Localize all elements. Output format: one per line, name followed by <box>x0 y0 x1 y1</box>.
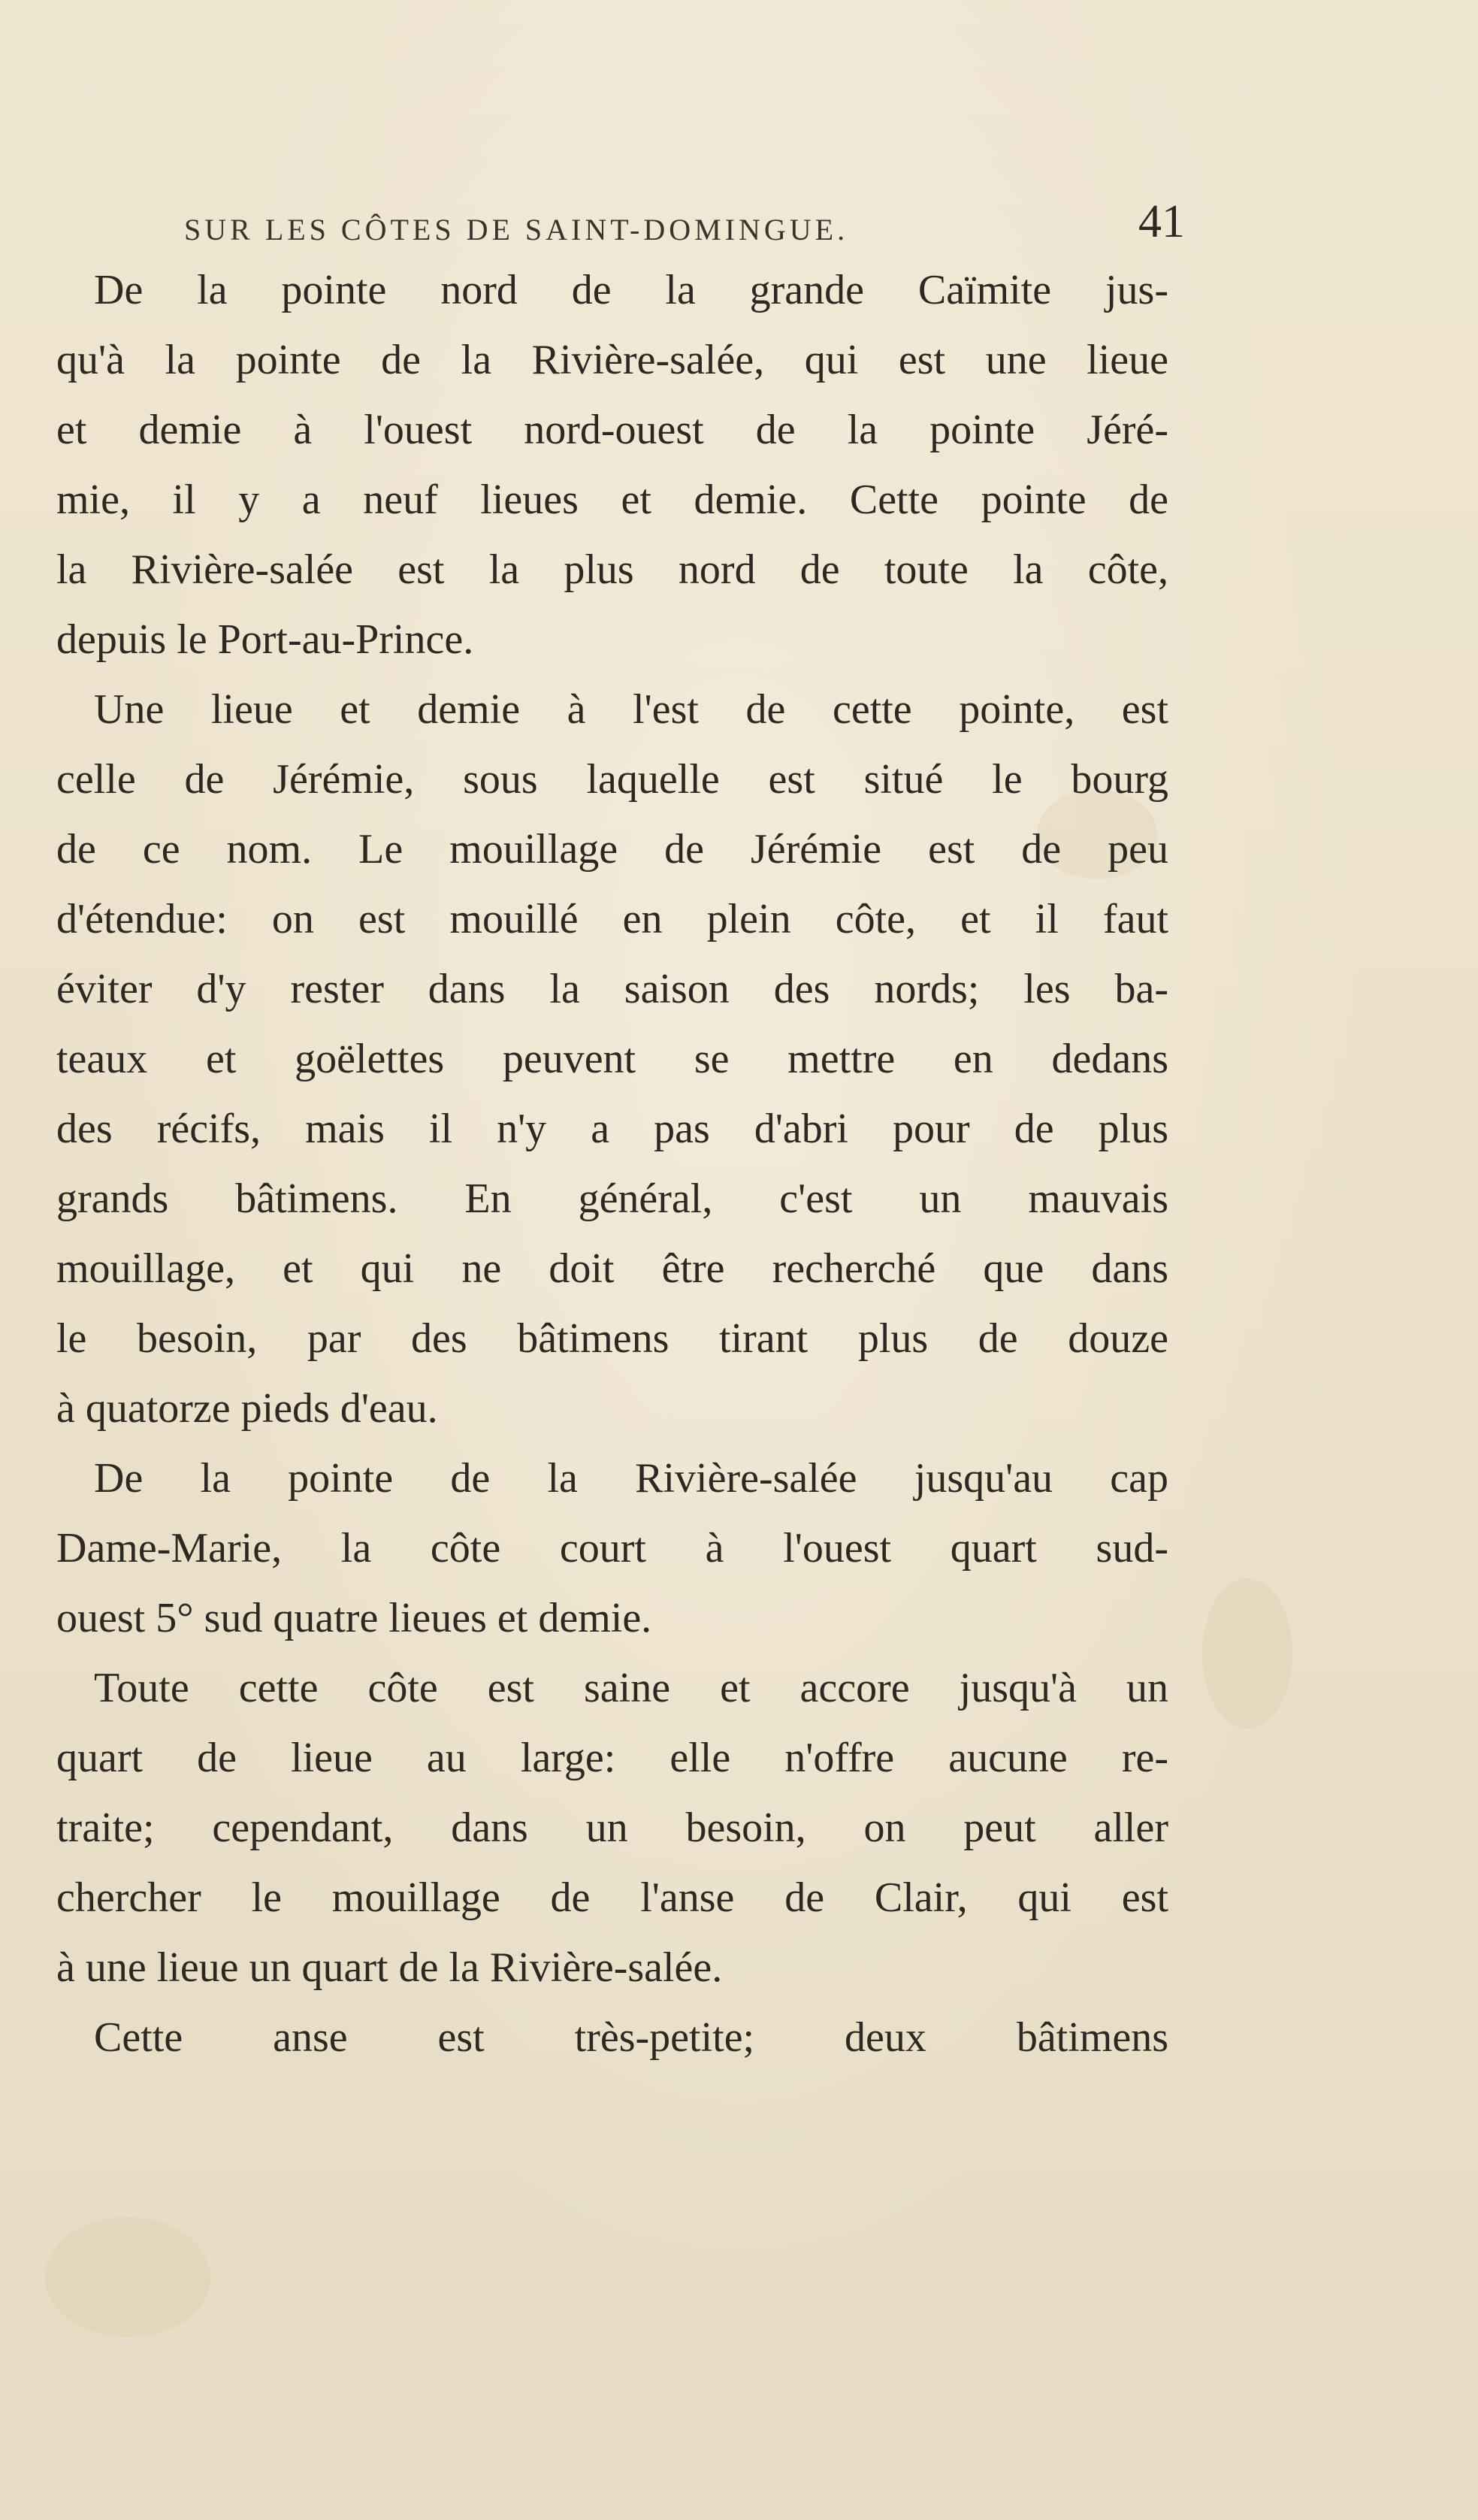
text-line: à une lieue un quart de la Rivière-salée. <box>56 1944 723 1991</box>
text-line: la Rivière-salée est la plus nord de toute la côte, <box>56 546 1168 593</box>
text-line: De la pointe nord de la grande Caïmite jus- <box>94 267 1168 313</box>
text-line: chercher le mouillage de l'anse de Clair, qui est <box>56 1874 1168 1921</box>
paper-stain <box>45 2217 210 2337</box>
text-line: quart de lieue au large: elle n'offre aucune re- <box>56 1735 1168 1781</box>
text-line: mouillage, et qui ne doit être recherché que dans <box>56 1245 1168 1292</box>
text-line: traite; cependant, dans un besoin, on peut aller <box>56 1805 1168 1851</box>
text-line: Cette anse est très-petite; deux bâtimens <box>94 2014 1168 2061</box>
text-line: teaux et goëlettes peuvent se mettre en dedans <box>56 1036 1168 1082</box>
text-line: depuis le Port-au-Prince. <box>56 616 474 663</box>
text-line: Dame-Marie, la côte court à l'ouest quart sud- <box>56 1525 1168 1572</box>
text-line: Toute cette côte est saine et accore jusqu'à un <box>94 1665 1168 1711</box>
page-text <box>56 188 1185 2073</box>
text-line: Une lieue et demie à l'est de cette pointe, est <box>94 686 1168 733</box>
paper-stain <box>1202 1578 1292 1729</box>
text-line: celle de Jérémie, sous laquelle est situé le bourg <box>56 756 1168 803</box>
page-number: 41 <box>1138 196 1185 247</box>
text-line: ouest 5° sud quatre lieues et demie. <box>56 1595 652 1641</box>
running-head <box>56 188 1185 256</box>
text-line: et demie à l'ouest nord-ouest de la pointe Jéré- <box>56 407 1168 453</box>
text-line: grands bâtimens. En général, c'est un mauvais <box>56 1175 1168 1222</box>
text-line: qu'à la pointe de la Rivière-salée, qui est une lieue <box>56 337 1168 383</box>
running-title: SUR LES CÔTES DE SAINT-DOMINGUE. <box>184 213 849 247</box>
text-line: le besoin, par des bâtimens tirant plus de douze <box>56 1315 1168 1362</box>
text-line: mie, il y a neuf lieues et demie. Cette pointe de <box>56 476 1168 523</box>
text-line: de ce nom. Le mouillage de Jérémie est de peu <box>56 826 1168 873</box>
text-line: De la pointe de la Rivière-salée jusqu'au cap <box>94 1455 1168 1502</box>
text-line: d'étendue: on est mouillé en plein côte, et il faut <box>56 896 1168 942</box>
text-line: des récifs, mais il n'y a pas d'abri pour de plus <box>56 1106 1168 1152</box>
text-line: à quatorze pieds d'eau. <box>56 1385 438 1432</box>
text-line: éviter d'y rester dans la saison des nords; les ba- <box>56 966 1168 1012</box>
